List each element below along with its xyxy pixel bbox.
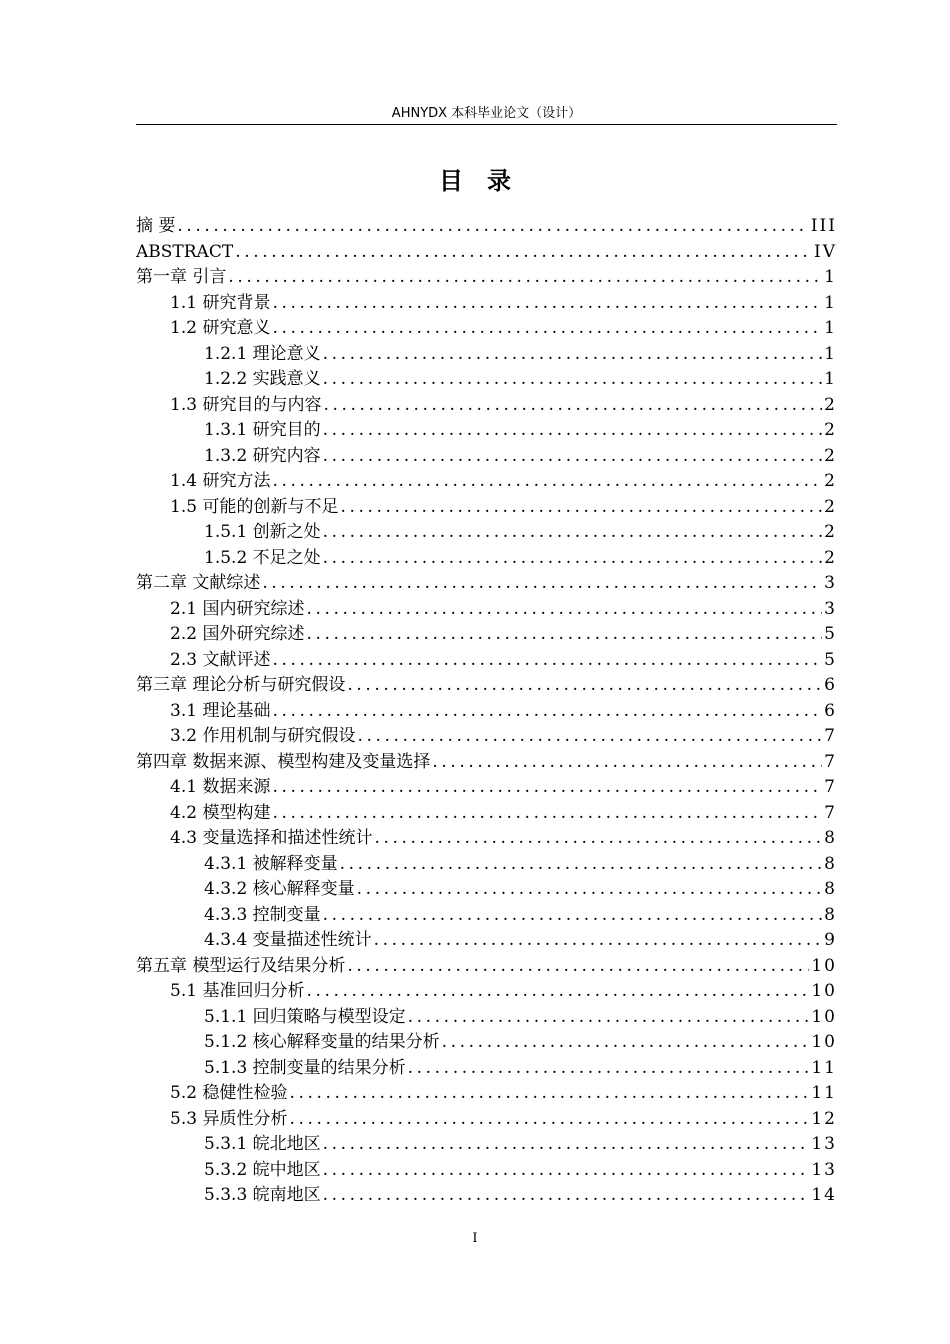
toc-entry-label: 第二章 文献综述 — [136, 573, 261, 593]
toc-entry-page: 2 — [824, 496, 837, 517]
toc-entry-label: 1.5.2 不足之处 — [204, 547, 321, 568]
toc-entry[interactable] — [136, 622, 837, 648]
toc-entry[interactable] — [136, 393, 837, 419]
toc-entry-label: 第一章 引言 — [136, 267, 227, 287]
toc-leader-dots — [272, 469, 822, 495]
toc-entry-label: 1.1 研究背景 — [170, 292, 271, 313]
toc-entry-label: 4.3 变量选择和描述性统计 — [170, 828, 373, 848]
toc-entry-label: 1.3.1 研究目的 — [204, 420, 321, 440]
toc-entry-label: ABSTRACT — [136, 241, 234, 262]
toc-entry-label: 5.3.1 皖北地区 — [204, 1134, 321, 1154]
toc-title: 目录 — [439, 167, 535, 195]
toc-entry-page: IV — [814, 241, 837, 262]
toc-entry-page: 12 — [811, 1108, 837, 1129]
toc-entry-label: 4.3.2 核心解释变量 — [204, 879, 355, 899]
toc-leader-dots — [272, 648, 822, 674]
toc-leader-dots — [228, 265, 822, 291]
toc-entry-page: 6 — [824, 700, 837, 721]
toc-entry-label: 1.4 研究方法 — [170, 471, 271, 491]
toc-leader-dots — [177, 214, 808, 240]
header-rule — [136, 124, 837, 125]
page-number: I — [472, 1231, 478, 1246]
toc-entry[interactable] — [136, 291, 837, 317]
toc-entry-page: 2 — [824, 547, 837, 568]
toc-entry-page: 3 — [824, 573, 837, 593]
toc-leader-dots — [262, 571, 822, 597]
toc-leader-dots — [272, 699, 822, 725]
toc-entry-page: 8 — [824, 904, 837, 925]
toc-entry[interactable] — [136, 469, 837, 495]
toc-entry-label: 5.2 稳健性检验 — [170, 1083, 288, 1103]
toc-entry-page: 13 — [811, 1159, 837, 1180]
toc-leader-dots — [323, 393, 822, 419]
toc-entry-page: 14 — [811, 1185, 837, 1205]
toc-entry-label: 2.3 文献评述 — [170, 649, 271, 670]
toc-entry[interactable] — [136, 801, 837, 827]
running-header: AHNYDX 本科毕业论文（设计） — [391, 106, 582, 121]
toc-entry-page: III — [810, 216, 837, 236]
toc-entry-page: 1 — [824, 267, 837, 287]
toc-entry[interactable] — [136, 979, 837, 1005]
toc-entry-label: 1.3.2 研究内容 — [204, 445, 321, 466]
toc-entry-page: 1 — [824, 318, 837, 338]
toc-entry[interactable] — [136, 1056, 837, 1082]
toc-leader-dots — [408, 1056, 810, 1082]
toc-leader-dots — [323, 1183, 810, 1209]
toc-entry[interactable] — [136, 750, 837, 776]
toc-leader-dots — [272, 316, 822, 342]
toc-leader-dots — [323, 418, 823, 444]
toc-entry-label: 5.3.2 皖中地区 — [204, 1159, 321, 1180]
toc-entry-page: 9 — [824, 930, 837, 950]
toc-entry[interactable] — [136, 928, 837, 954]
toc-entry-page: 2 — [824, 420, 837, 440]
toc-entry-label: 第四章 数据来源、模型构建及变量选择 — [136, 751, 431, 772]
toc-entry-page: 7 — [824, 726, 837, 746]
toc-entry-page: 7 — [824, 751, 837, 772]
toc-leader-dots — [235, 240, 812, 266]
toc-leader-dots — [340, 852, 823, 878]
toc-entry[interactable] — [136, 1030, 837, 1056]
toc-entry-page: 5 — [824, 649, 837, 670]
toc-entry[interactable] — [136, 265, 837, 291]
toc-entry-label: 3.2 作用机制与研究假设 — [170, 726, 356, 746]
toc-entry-label: 5.1.1 回归策略与模型设定 — [204, 1006, 406, 1027]
toc-entry[interactable] — [136, 1158, 837, 1184]
toc-leader-dots — [347, 673, 822, 699]
toc-entry[interactable] — [136, 775, 837, 801]
toc-entry[interactable] — [136, 699, 837, 725]
toc-leader-dots — [306, 979, 809, 1005]
toc-entry[interactable] — [136, 903, 837, 929]
toc-entry[interactable] — [136, 495, 837, 521]
toc-entry[interactable] — [136, 367, 837, 393]
toc-entry[interactable] — [136, 571, 837, 597]
toc-entry-label: 5.1.3 控制变量的结果分析 — [204, 1057, 406, 1078]
toc-entry-page: 2 — [824, 471, 837, 491]
table-of-contents — [136, 214, 837, 1209]
toc-leader-dots — [323, 546, 823, 572]
toc-entry[interactable] — [136, 214, 837, 240]
toc-entry-page: 8 — [824, 828, 837, 848]
toc-leader-dots — [374, 826, 822, 852]
toc-entry-page: 2 — [824, 394, 837, 415]
toc-entry[interactable] — [136, 954, 837, 980]
toc-entry[interactable] — [136, 1183, 837, 1209]
toc-entry-label: 1.5 可能的创新与不足 — [170, 496, 339, 517]
toc-leader-dots — [432, 750, 822, 776]
toc-leader-dots — [323, 444, 823, 470]
toc-entry-page: 1 — [824, 369, 837, 389]
toc-entry-label: 3.1 理论基础 — [170, 700, 271, 721]
toc-entry-page: 10 — [811, 955, 837, 976]
toc-entry-label: 5.1 基准回归分析 — [170, 981, 305, 1001]
toc-leader-dots — [306, 622, 822, 648]
toc-entry-label: 5.1.2 核心解释变量的结果分析 — [204, 1032, 440, 1052]
toc-entry-label: 2.1 国内研究综述 — [170, 598, 305, 619]
toc-entry-label: 1.2.2 实践意义 — [204, 369, 321, 389]
toc-entry-page: 10 — [811, 981, 837, 1001]
toc-leader-dots — [272, 291, 822, 317]
toc-leader-dots — [323, 1158, 810, 1184]
toc-entry-page: 7 — [824, 802, 837, 823]
toc-entry[interactable] — [136, 520, 837, 546]
toc-entry-page: 2 — [824, 522, 837, 542]
toc-entry[interactable] — [136, 240, 837, 266]
toc-entry-page: 10 — [811, 1006, 837, 1027]
toc-leader-dots — [272, 775, 822, 801]
toc-leader-dots — [347, 954, 809, 980]
toc-entry[interactable] — [136, 546, 837, 572]
toc-entry-page: 11 — [811, 1083, 837, 1103]
toc-entry-label: 4.2 模型构建 — [170, 802, 271, 823]
toc-leader-dots — [306, 597, 822, 623]
toc-entry-label: 第五章 模型运行及结果分析 — [136, 955, 346, 976]
toc-entry[interactable] — [136, 648, 837, 674]
toc-leader-dots — [340, 495, 822, 521]
toc-leader-dots — [357, 724, 822, 750]
toc-entry[interactable] — [136, 1107, 837, 1133]
toc-entry-page: 7 — [824, 777, 837, 797]
toc-entry-label: 1.3 研究目的与内容 — [170, 394, 322, 415]
toc-entry[interactable] — [136, 342, 837, 368]
toc-leader-dots — [272, 801, 822, 827]
toc-entry-page: 6 — [824, 675, 837, 695]
toc-entry[interactable] — [136, 1005, 837, 1031]
toc-entry-page: 5 — [824, 624, 837, 644]
toc-entry-label: 4.1 数据来源 — [170, 777, 271, 797]
toc-entry[interactable] — [136, 673, 837, 699]
toc-leader-dots — [323, 342, 823, 368]
toc-entry[interactable] — [136, 418, 837, 444]
toc-entry-label: 1.5.1 创新之处 — [204, 522, 321, 542]
toc-entry-page: 1 — [824, 292, 837, 313]
toc-leader-dots — [323, 367, 823, 393]
toc-entry[interactable] — [136, 1132, 837, 1158]
toc-entry[interactable] — [136, 1081, 837, 1107]
toc-entry-label: 摘 要 — [136, 216, 176, 236]
toc-entry-page: 8 — [824, 879, 837, 899]
toc-entry-label: 1.2.1 理论意义 — [204, 343, 321, 364]
toc-leader-dots — [323, 903, 823, 929]
toc-leader-dots — [408, 1005, 810, 1031]
toc-leader-dots — [357, 877, 823, 903]
toc-entry-label: 1.2 研究意义 — [170, 318, 271, 338]
toc-entry[interactable] — [136, 852, 837, 878]
toc-entry-page: 13 — [811, 1134, 837, 1154]
toc-entry[interactable] — [136, 724, 837, 750]
toc-leader-dots — [374, 928, 823, 954]
toc-entry[interactable] — [136, 316, 837, 342]
toc-leader-dots — [289, 1107, 809, 1133]
toc-leader-dots — [323, 1132, 810, 1158]
toc-leader-dots — [323, 520, 823, 546]
toc-entry-page: 11 — [811, 1057, 837, 1078]
toc-entry-page: 3 — [824, 598, 837, 619]
toc-leader-dots — [289, 1081, 809, 1107]
toc-entry-label: 5.3 异质性分析 — [170, 1108, 288, 1129]
toc-entry-label: 4.3.4 变量描述性统计 — [204, 930, 372, 950]
toc-entry-page: 8 — [824, 853, 837, 874]
toc-entry[interactable] — [136, 826, 837, 852]
toc-entry-page: 10 — [811, 1032, 837, 1052]
toc-entry-label: 2.2 国外研究综述 — [170, 624, 305, 644]
toc-entry[interactable] — [136, 444, 837, 470]
toc-entry-label: 5.3.3 皖南地区 — [204, 1185, 321, 1205]
toc-leader-dots — [442, 1030, 810, 1056]
toc-entry[interactable] — [136, 597, 837, 623]
toc-entry-label: 4.3.1 被解释变量 — [204, 853, 338, 874]
toc-entry-label: 第三章 理论分析与研究假设 — [136, 675, 346, 695]
toc-entry-page: 1 — [824, 343, 837, 364]
toc-entry[interactable] — [136, 877, 837, 903]
toc-entry-label: 4.3.3 控制变量 — [204, 904, 321, 925]
toc-entry-page: 2 — [824, 445, 837, 466]
